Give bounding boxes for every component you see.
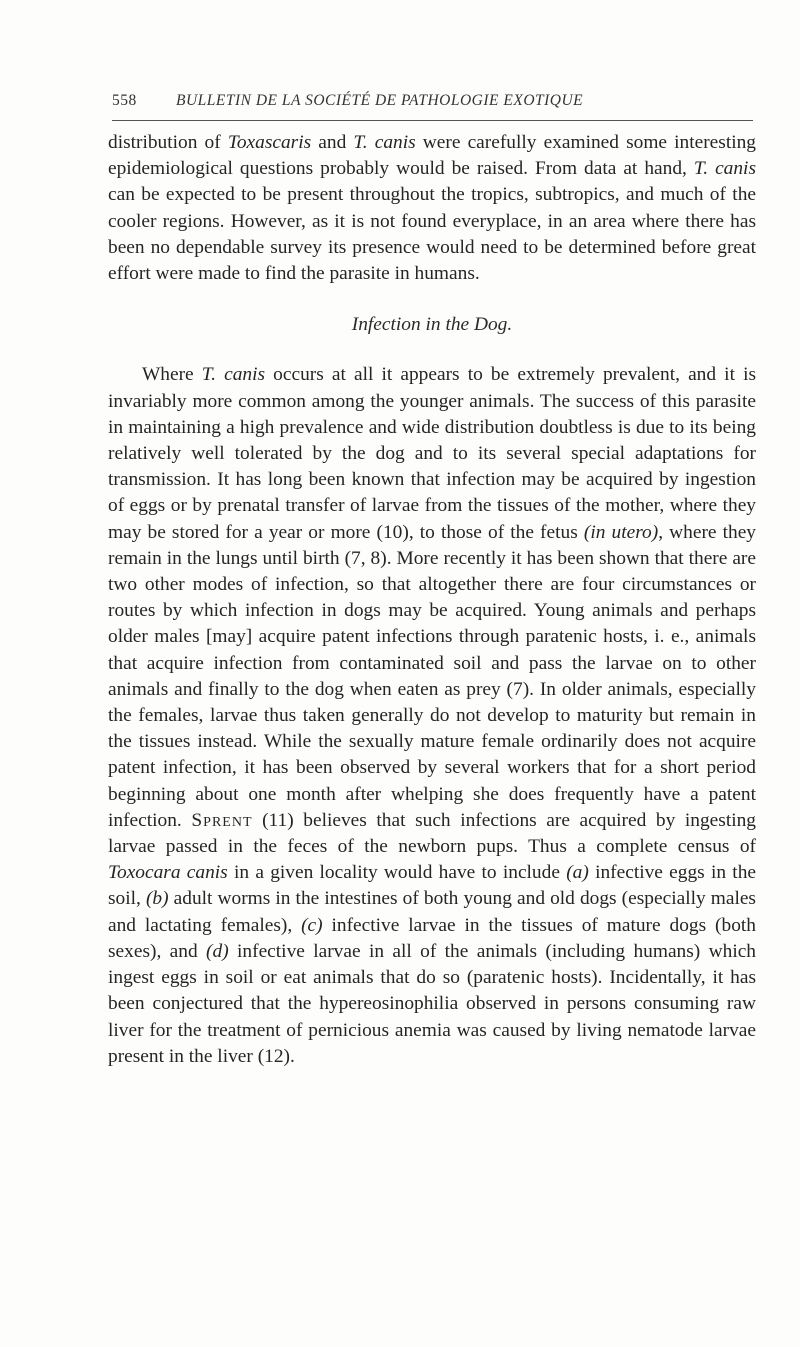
text-run: were carefully examined some interesting epidemiological questions probably would be raised. From data at hand, bbox=[108, 132, 756, 180]
section-heading: Infection in the Dog. bbox=[351, 314, 513, 336]
list-marker: (b) bbox=[145, 888, 169, 910]
paragraph-distribution bbox=[108, 130, 756, 287]
article-body bbox=[108, 130, 756, 1070]
text-run: Where bbox=[142, 364, 202, 386]
text-run: can be expected to be present throughout the tropics, subtropics, and much of the cooler regions. However, as it is not found everyplace, in an area where there has been no dependable survey its presence would need to be determined before great effort were made to find the parasite in humans. bbox=[108, 184, 756, 285]
text-run: , where they remain in the lungs until birth (7, 8). More recently it has been shown that there are two other modes of infection, so that altogether there are four circumstances or routes by which infection in dogs may be acquired. Young animals and perhaps older males [may] acquire patent infections through paratenic hosts, i. e., animals that acquire infection from contaminated soil and pass the larvae on to other animals and finally to the dog when eaten as prey (7). In older animals, especially the females, larvae thus taken generally do not develop to maturity but remain in the tissues instead. While the sexually mature female ordinarily does not acquire patent infection, it has been observed by several workers that for a short period beginning about one month after whelping she does frequently have a patent infection. bbox=[108, 521, 757, 831]
species-name: T. canis bbox=[693, 158, 756, 180]
text-run: infective larvae in all of the animals (including humans) which ingest eggs in soil or eat animals that do so (paratenic hosts). Incidentally, it has been conjectured that the hypereosinophilia observed in persons consuming raw liver for the treatment of pernicious anemia was caused by living nematode larvae present in the liver (12). bbox=[108, 940, 757, 1067]
species-name: Toxocara canis bbox=[108, 862, 228, 884]
journal-title: BULLETIN DE LA SOCIÉTÉ DE PATHOLOGIE EXOTIQUE bbox=[176, 92, 584, 109]
species-name: T. canis bbox=[353, 132, 416, 153]
list-marker: (a) bbox=[566, 862, 589, 884]
latin-phrase: (in utero) bbox=[583, 521, 659, 543]
page-number: 558 bbox=[112, 92, 137, 109]
header-rule bbox=[112, 120, 753, 121]
text-run: distribution of bbox=[108, 132, 228, 153]
text-run: (11) believes that such infections are acquired by ingesting larvae passed in the feces of the newborn pups. Thus a complete census of bbox=[108, 809, 756, 858]
text-run: and bbox=[311, 132, 354, 153]
author-name: Sprent bbox=[191, 809, 253, 831]
list-marker: (d) bbox=[206, 940, 229, 962]
paragraph-infection-in-dog bbox=[108, 362, 756, 1069]
species-name: Toxascaris bbox=[227, 132, 312, 153]
running-head bbox=[112, 92, 752, 114]
text-run: in a given locality would have to include bbox=[227, 862, 567, 884]
text-run: occurs at all it appears to be extremely prevalent, and it is invariably more common among the younger animals. The success of this parasite in maintaining a high prevalence and wide distribution doubtless is due to its being relatively well tolerated by the dog and to its several special adaptations for transmission. It has long been known that infection may be acquired by ingestion of eggs or by prenatal transfer of larvae from the tissues of the mother, where they may be stored for a year or more (10), to those of the fetus bbox=[108, 364, 757, 543]
text-run: adult worms in the intestines of both young and old dogs (especially males and lactating females), bbox=[108, 888, 756, 936]
text-run: infective larvae in the tissues of mature dogs (both sexes), and bbox=[108, 914, 756, 962]
list-marker: (c) bbox=[301, 914, 323, 936]
text-run: infective eggs in the soil, bbox=[108, 862, 756, 910]
species-name: T. canis bbox=[201, 364, 266, 386]
